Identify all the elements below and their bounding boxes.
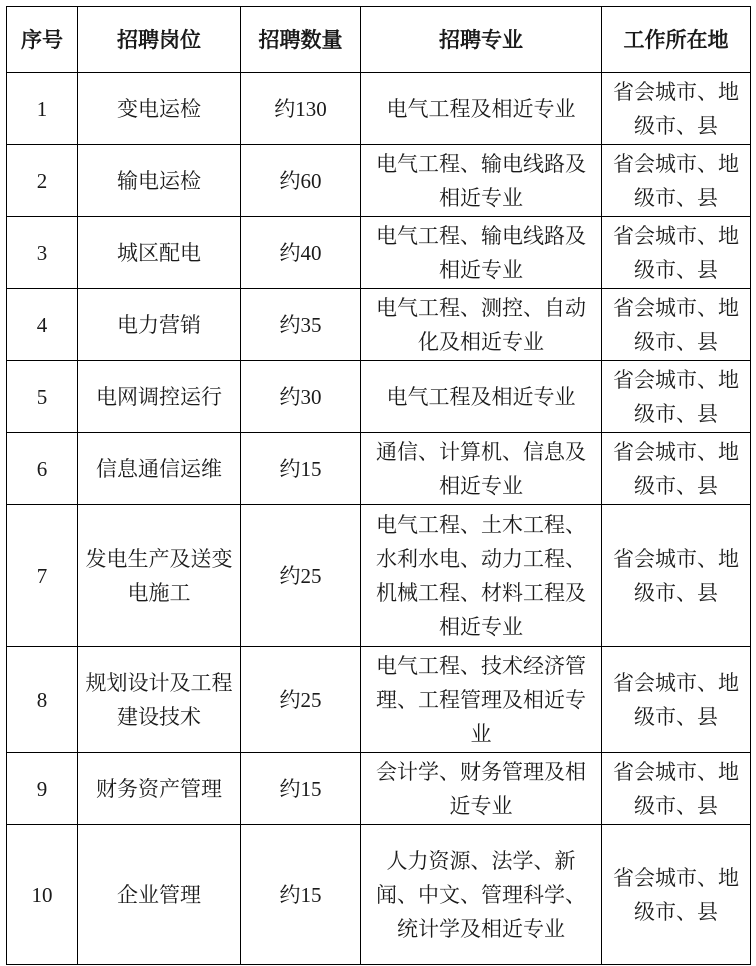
cell-post: 变电运检: [78, 73, 241, 145]
cell-no: 6: [7, 433, 78, 505]
table-row: [7, 289, 751, 361]
cell-location: 省会城市、地级市、县: [602, 505, 751, 647]
cell-count: 约35: [241, 289, 361, 361]
cell-location: 省会城市、地级市、县: [602, 145, 751, 217]
table-row: [7, 145, 751, 217]
cell-major: 电气工程、输电线路及相近专业: [361, 145, 602, 217]
cell-count: 约15: [241, 753, 361, 825]
cell-location: 省会城市、地级市、县: [602, 361, 751, 433]
cell-major: 电气工程、技术经济管理、工程管理及相近专业: [361, 647, 602, 753]
table-row: [7, 433, 751, 505]
cell-post: 发电生产及送变电施工: [78, 505, 241, 647]
table-row: [7, 825, 751, 965]
cell-location: 省会城市、地级市、县: [602, 753, 751, 825]
cell-no: 3: [7, 217, 78, 289]
table-row: [7, 217, 751, 289]
cell-no: 1: [7, 73, 78, 145]
cell-post: 输电运检: [78, 145, 241, 217]
header-location: 工作所在地: [602, 7, 751, 73]
table-row: [7, 505, 751, 647]
cell-location: 省会城市、地级市、县: [602, 73, 751, 145]
cell-major: 人力资源、法学、新闻、中文、管理科学、统计学及相近专业: [361, 825, 602, 965]
cell-count: 约25: [241, 647, 361, 753]
table-row: [7, 73, 751, 145]
cell-post: 企业管理: [78, 825, 241, 965]
cell-count: 约15: [241, 433, 361, 505]
cell-location: 省会城市、地级市、县: [602, 433, 751, 505]
cell-major: 通信、计算机、信息及相近专业: [361, 433, 602, 505]
cell-post: 电网调控运行: [78, 361, 241, 433]
cell-post: 电力营销: [78, 289, 241, 361]
cell-count: 约25: [241, 505, 361, 647]
table-row: [7, 647, 751, 753]
cell-location: 省会城市、地级市、县: [602, 825, 751, 965]
header-post: 招聘岗位: [78, 7, 241, 73]
cell-no: 10: [7, 825, 78, 965]
cell-count: 约40: [241, 217, 361, 289]
cell-major: 电气工程、土木工程、水利水电、动力工程、机械工程、材料工程及相近专业: [361, 505, 602, 647]
cell-count: 约15: [241, 825, 361, 965]
cell-count: 约60: [241, 145, 361, 217]
cell-major: 电气工程及相近专业: [361, 73, 602, 145]
cell-post: 信息通信运维: [78, 433, 241, 505]
table-row: [7, 361, 751, 433]
cell-no: 5: [7, 361, 78, 433]
cell-location: 省会城市、地级市、县: [602, 289, 751, 361]
cell-post: 财务资产管理: [78, 753, 241, 825]
cell-major: 电气工程、测控、自动化及相近专业: [361, 289, 602, 361]
header-count: 招聘数量: [241, 7, 361, 73]
cell-no: 7: [7, 505, 78, 647]
recruitment-table: [6, 6, 751, 965]
header-row: [7, 7, 751, 73]
cell-no: 8: [7, 647, 78, 753]
cell-location: 省会城市、地级市、县: [602, 647, 751, 753]
cell-count: 约130: [241, 73, 361, 145]
cell-location: 省会城市、地级市、县: [602, 217, 751, 289]
header-no: 序号: [7, 7, 78, 73]
cell-no: 4: [7, 289, 78, 361]
cell-count: 约30: [241, 361, 361, 433]
cell-no: 2: [7, 145, 78, 217]
cell-major: 电气工程、输电线路及相近专业: [361, 217, 602, 289]
cell-post: 规划设计及工程建设技术: [78, 647, 241, 753]
cell-major: 会计学、财务管理及相近专业: [361, 753, 602, 825]
cell-major: 电气工程及相近专业: [361, 361, 602, 433]
header-major: 招聘专业: [361, 7, 602, 73]
table-row: [7, 753, 751, 825]
cell-no: 9: [7, 753, 78, 825]
cell-post: 城区配电: [78, 217, 241, 289]
